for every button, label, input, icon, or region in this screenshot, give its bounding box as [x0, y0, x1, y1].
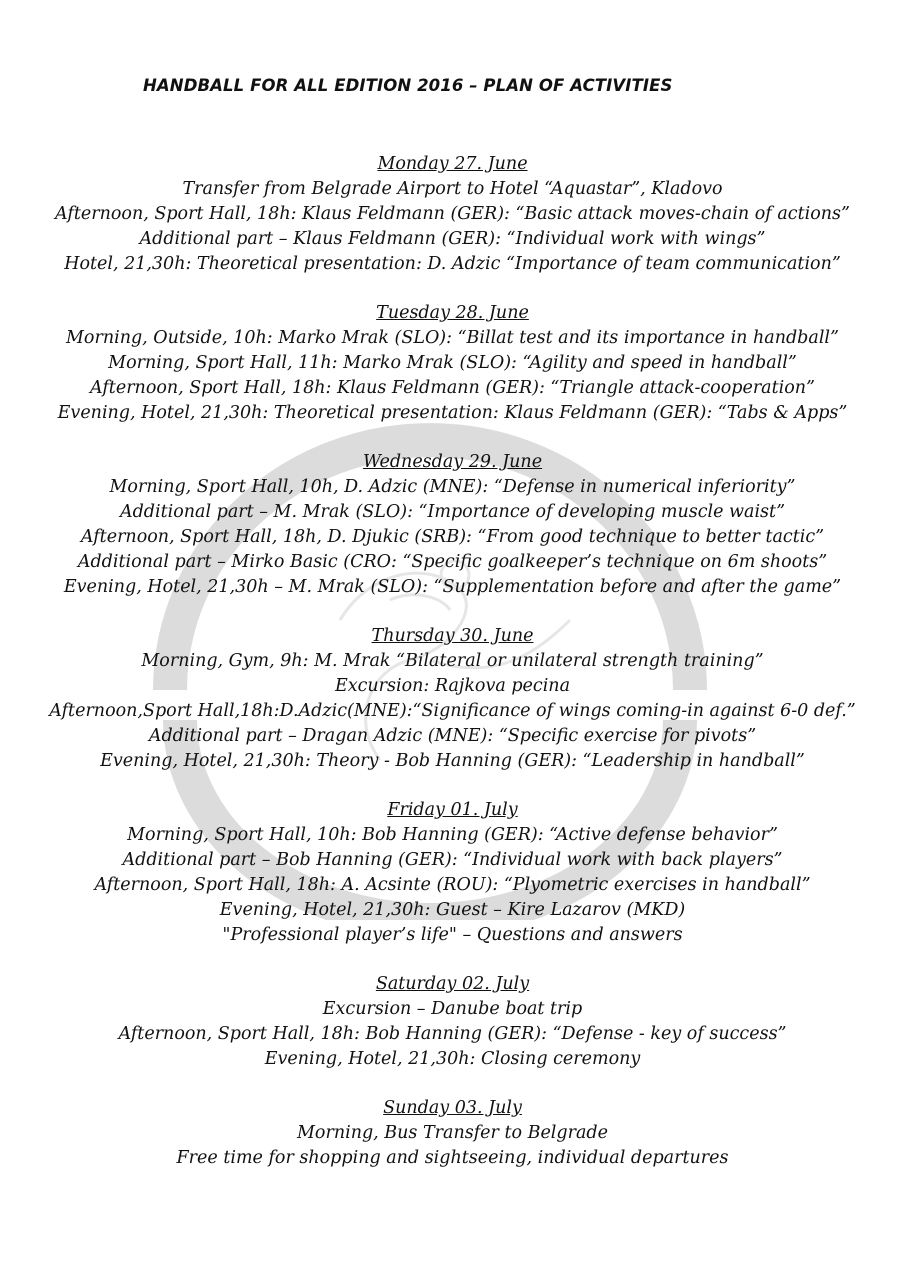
- activity-line: Morning, Gym, 9h: M. Mrak “Bilateral or unilateral strength training”: [141, 651, 764, 671]
- day-heading: Wednesday 29. June: [362, 452, 543, 472]
- activity-line: Evening, Hotel, 21,30h: Closing ceremony: [264, 1049, 641, 1069]
- activity-schedule: [0, 152, 905, 1195]
- day-heading: Tuesday 28. June: [376, 303, 529, 323]
- activity-line: Afternoon, Sport Hall, 18h: Klaus Feldmann (GER): “Basic attack moves-chain of actions”: [55, 204, 850, 224]
- activity-line: Evening, Hotel, 21,30h: Theory - Bob Hanning (GER): “Leadership in handball”: [100, 751, 805, 771]
- activity-line: "Professional player’s life" – Questions and answers: [222, 925, 683, 945]
- activity-line: Additional part – Bob Hanning (GER): “Individual work with back players”: [122, 850, 783, 870]
- activity-line: Afternoon, Sport Hall, 18h, D. Djukic (SRB): “From good technique to better tactic”: [80, 527, 825, 547]
- activity-line: Excursion: Rajkova pecina: [334, 676, 571, 696]
- activity-line: Additional part – Mirko Basic (CRO: “Specific goalkeeper’s technique on 6m shoots”: [77, 552, 828, 572]
- activity-line: Free time for shopping and sightseeing, individual departures: [176, 1148, 729, 1168]
- day-section-friday: [0, 798, 905, 948]
- day-section-saturday: [0, 972, 905, 1072]
- activity-line: Afternoon,Sport Hall,18h:D.Adzic(MNE):“Significance of wings coming-in against 6-0 def.”: [49, 701, 856, 721]
- activity-line: Afternoon, Sport Hall, 18h: Bob Hanning (GER): “Defense - key of success”: [118, 1024, 787, 1044]
- day-heading: Sunday 03. July: [383, 1098, 522, 1118]
- day-heading: Friday 01. July: [387, 800, 518, 820]
- activity-line: Transfer from Belgrade Airport to Hotel “Aquastar”, Kladovo: [182, 179, 723, 199]
- day-heading: Saturday 02. July: [375, 974, 530, 994]
- activity-line: Additional part – Klaus Feldmann (GER): “Individual work with wings”: [139, 229, 766, 249]
- page-title: HANDBALL FOR ALL EDITION 2016 – PLAN OF ACTIVITIES: [143, 76, 673, 95]
- day-heading: Thursday 30. June: [371, 626, 534, 646]
- activity-line: Afternoon, Sport Hall, 18h: A. Acsinte (ROU): “Plyometric exercises in handball”: [94, 875, 811, 895]
- day-section-sunday: [0, 1096, 905, 1171]
- day-section-tuesday: [0, 301, 905, 426]
- activity-line: Morning, Sport Hall, 11h: Marko Mrak (SLO): “Agility and speed in handball”: [108, 353, 797, 373]
- day-heading: Monday 27. June: [377, 154, 528, 174]
- activity-line: Morning, Outside, 10h: Marko Mrak (SLO): “Billat test and its importance in handball”: [66, 328, 839, 348]
- activity-line: Afternoon, Sport Hall, 18h: Klaus Feldmann (GER): “Triangle attack-cooperation”: [90, 378, 815, 398]
- day-section-wednesday: [0, 450, 905, 600]
- day-section-monday: [0, 152, 905, 277]
- activity-line: Morning, Sport Hall, 10h, D. Adzic (MNE): “Defense in numerical inferiority”: [109, 477, 796, 497]
- activity-line: Additional part – M. Mrak (SLO): “Importance of developing muscle waist”: [119, 502, 786, 522]
- activity-line: Evening, Hotel, 21,30h – M. Mrak (SLO): “Supplementation before and after the game”: [63, 577, 842, 597]
- activity-line: Morning, Bus Transfer to Belgrade: [297, 1123, 608, 1143]
- activity-line: Hotel, 21,30h: Theoretical presentation: D. Adzic “Importance of team communication”: [64, 254, 841, 274]
- day-section-thursday: [0, 624, 905, 774]
- activity-line: Additional part – Dragan Adzic (MNE): “Specific exercise for pivots”: [148, 726, 757, 746]
- activity-line: Excursion – Danube boat trip: [322, 999, 583, 1019]
- activity-line: Morning, Sport Hall, 10h: Bob Hanning (GER): “Active defense behavior”: [127, 825, 778, 845]
- activity-line: Evening, Hotel, 21,30h: Theoretical presentation: Klaus Feldmann (GER): “Tabs & Apps”: [57, 403, 848, 423]
- activity-line: Evening, Hotel, 21,30h: Guest – Kire Lazarov (MKD): [219, 900, 686, 920]
